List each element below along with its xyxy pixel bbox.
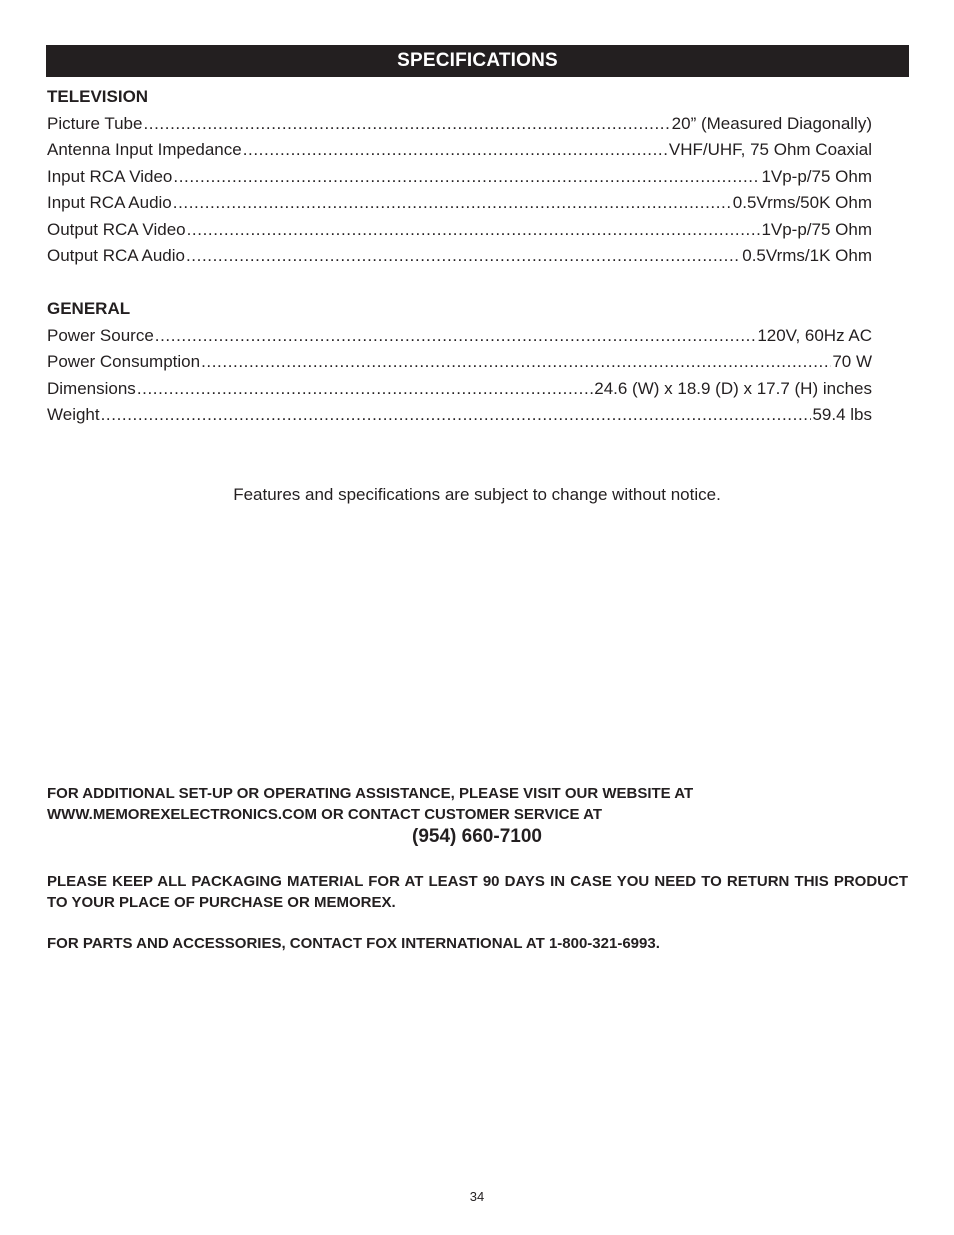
spec-value: 24.6 (W) x 18.9 (D) x 17.7 (H) inches [594,379,872,398]
dot-leader [101,404,812,426]
change-notice: Features and specifications are subject to change without notice. [233,485,721,504]
parts-contact: FOR PARTS AND ACCESSORIES, CONTACT FOX INTERNATIONAL AT 1-800-321-6993. [47,935,660,952]
spec-row-output-rca-video [47,219,872,241]
assistance-line-2: WWW.MEMOREXELECTRONICS.COM OR CONTACT CUSTOMER SERVICE AT [47,806,602,823]
dot-leader [201,351,831,373]
spec-value: VHF/UHF, 75 Ohm Coaxial [668,140,872,159]
television-heading: TELEVISION [47,87,149,106]
dot-leader [137,378,593,400]
general-heading: GENERAL [47,299,131,318]
spec-value: 120V, 60Hz AC [757,326,872,345]
dot-leader [173,166,760,188]
spec-row-power-consumption [47,351,872,373]
spec-label: Input RCA Audio [47,193,172,212]
spec-row-power-source [47,325,872,347]
spec-value: 0.5Vrms/1K Ohm [742,246,872,265]
spec-row-dimensions [47,378,872,400]
spec-label: Power Consumption [47,352,201,371]
spec-label: Output RCA Video [47,220,186,239]
spec-value: 1Vp-p/75 Ohm [761,167,872,186]
spec-row-antenna-input-impedance [47,139,872,161]
spec-label: Dimensions [47,379,136,398]
dot-leader [186,245,741,267]
dot-leader [173,192,732,214]
page-title: SPECIFICATIONS [46,45,909,77]
spec-row-picture-tube [47,113,872,135]
spec-value: 20” (Measured Diagonally) [671,114,872,133]
spec-value: 0.5Vrms/50K Ohm [732,193,872,212]
spec-row-input-rca-audio [47,192,872,214]
dot-leader [143,113,670,135]
customer-service-phone: (954) 660-7100 [412,826,542,847]
spec-value: 59.4 lbs [812,405,872,424]
assistance-line-1: FOR ADDITIONAL SET-UP OR OPERATING ASSISTANCE, PLEASE VISIT OUR WEBSITE AT [47,785,694,802]
spec-value: 1Vp-p/75 Ohm [761,220,872,239]
spec-row-output-rca-audio [47,245,872,267]
spec-row-input-rca-video [47,166,872,188]
dot-leader [187,219,761,241]
dot-leader [155,325,757,347]
spec-label: Power Source [47,326,154,345]
spec-label: Antenna Input Impedance [47,140,242,159]
spec-label: Output RCA Audio [47,246,185,265]
spec-label: Weight [47,405,100,424]
packaging-notice: PLEASE KEEP ALL PACKAGING MATERIAL FOR AT LEAST 90 DAYS IN CASE YOU NEED TO RETURN THIS PRODUCT TO YOUR PLACE OF PURCHASE OR MEMOREX. [47,873,908,911]
spec-label: Input RCA Video [47,167,173,186]
dot-leader [243,139,668,161]
page-number: 34 [469,1189,485,1204]
spec-value: 70 W [832,352,872,371]
spec-row-weight [47,404,872,426]
spec-label: Picture Tube [47,114,143,133]
